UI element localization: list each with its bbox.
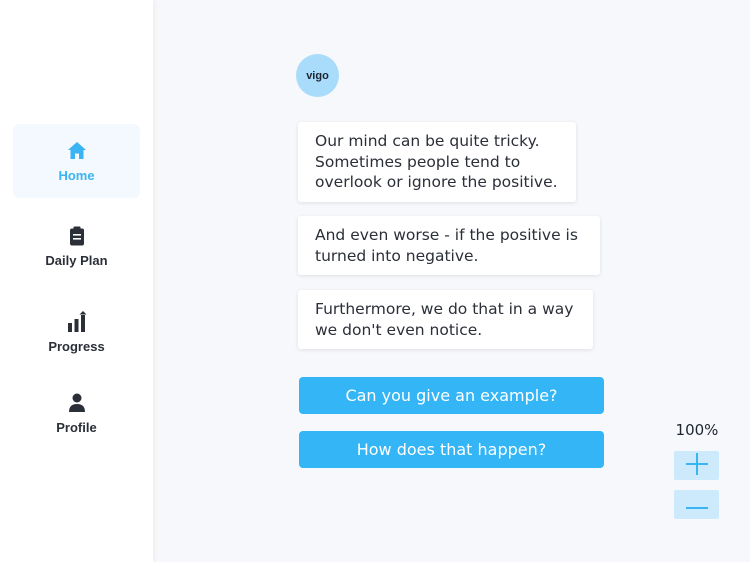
reply-button-example[interactable] [299, 377, 604, 414]
chat-message-line: we don't even notice. [315, 320, 483, 339]
sidebar-item-progress[interactable] [13, 295, 140, 369]
chat-message-line: Our mind can be quite tricky. [315, 132, 540, 150]
chat-message-line: turned into negative. [315, 246, 479, 265]
avatar [296, 54, 339, 97]
sidebar [0, 0, 153, 562]
zoom-in-button[interactable] [674, 451, 719, 480]
chat-message-line: overlook or ignore the positive. [315, 173, 558, 191]
plus-icon [686, 453, 708, 479]
bar-chart-icon [66, 311, 88, 333]
zoom-level: 100% [675, 421, 719, 439]
chat-message [298, 290, 593, 349]
chat-message-line: Sometimes people tend to [315, 152, 521, 171]
reply-button-label: Can you give an example? [345, 386, 558, 405]
sidebar-item-home[interactable] [13, 124, 140, 198]
clipboard-icon [66, 225, 88, 247]
sidebar-item-label: Profile [56, 419, 97, 435]
sidebar-item-profile[interactable] [13, 376, 140, 450]
zoom-out-button[interactable] [674, 490, 719, 519]
chat-message [298, 216, 600, 275]
sidebar-item-daily-plan[interactable] [13, 209, 140, 283]
reply-button-label: How does that happen? [356, 440, 547, 459]
sidebar-item-label: Daily Plan [45, 252, 108, 268]
home-icon [66, 140, 88, 162]
chat-message-line: Furthermore, we do that in a way [315, 300, 574, 318]
sidebar-item-label: Progress [48, 338, 105, 354]
sidebar-item-label: Home [58, 167, 95, 183]
reply-button-how[interactable] [299, 431, 604, 468]
minus-icon [686, 495, 708, 514]
chat-message [298, 122, 576, 202]
user-icon [66, 392, 88, 414]
chat-message-line: And even worse - if the positive is [315, 226, 578, 244]
avatar-label: vigo [306, 69, 329, 82]
